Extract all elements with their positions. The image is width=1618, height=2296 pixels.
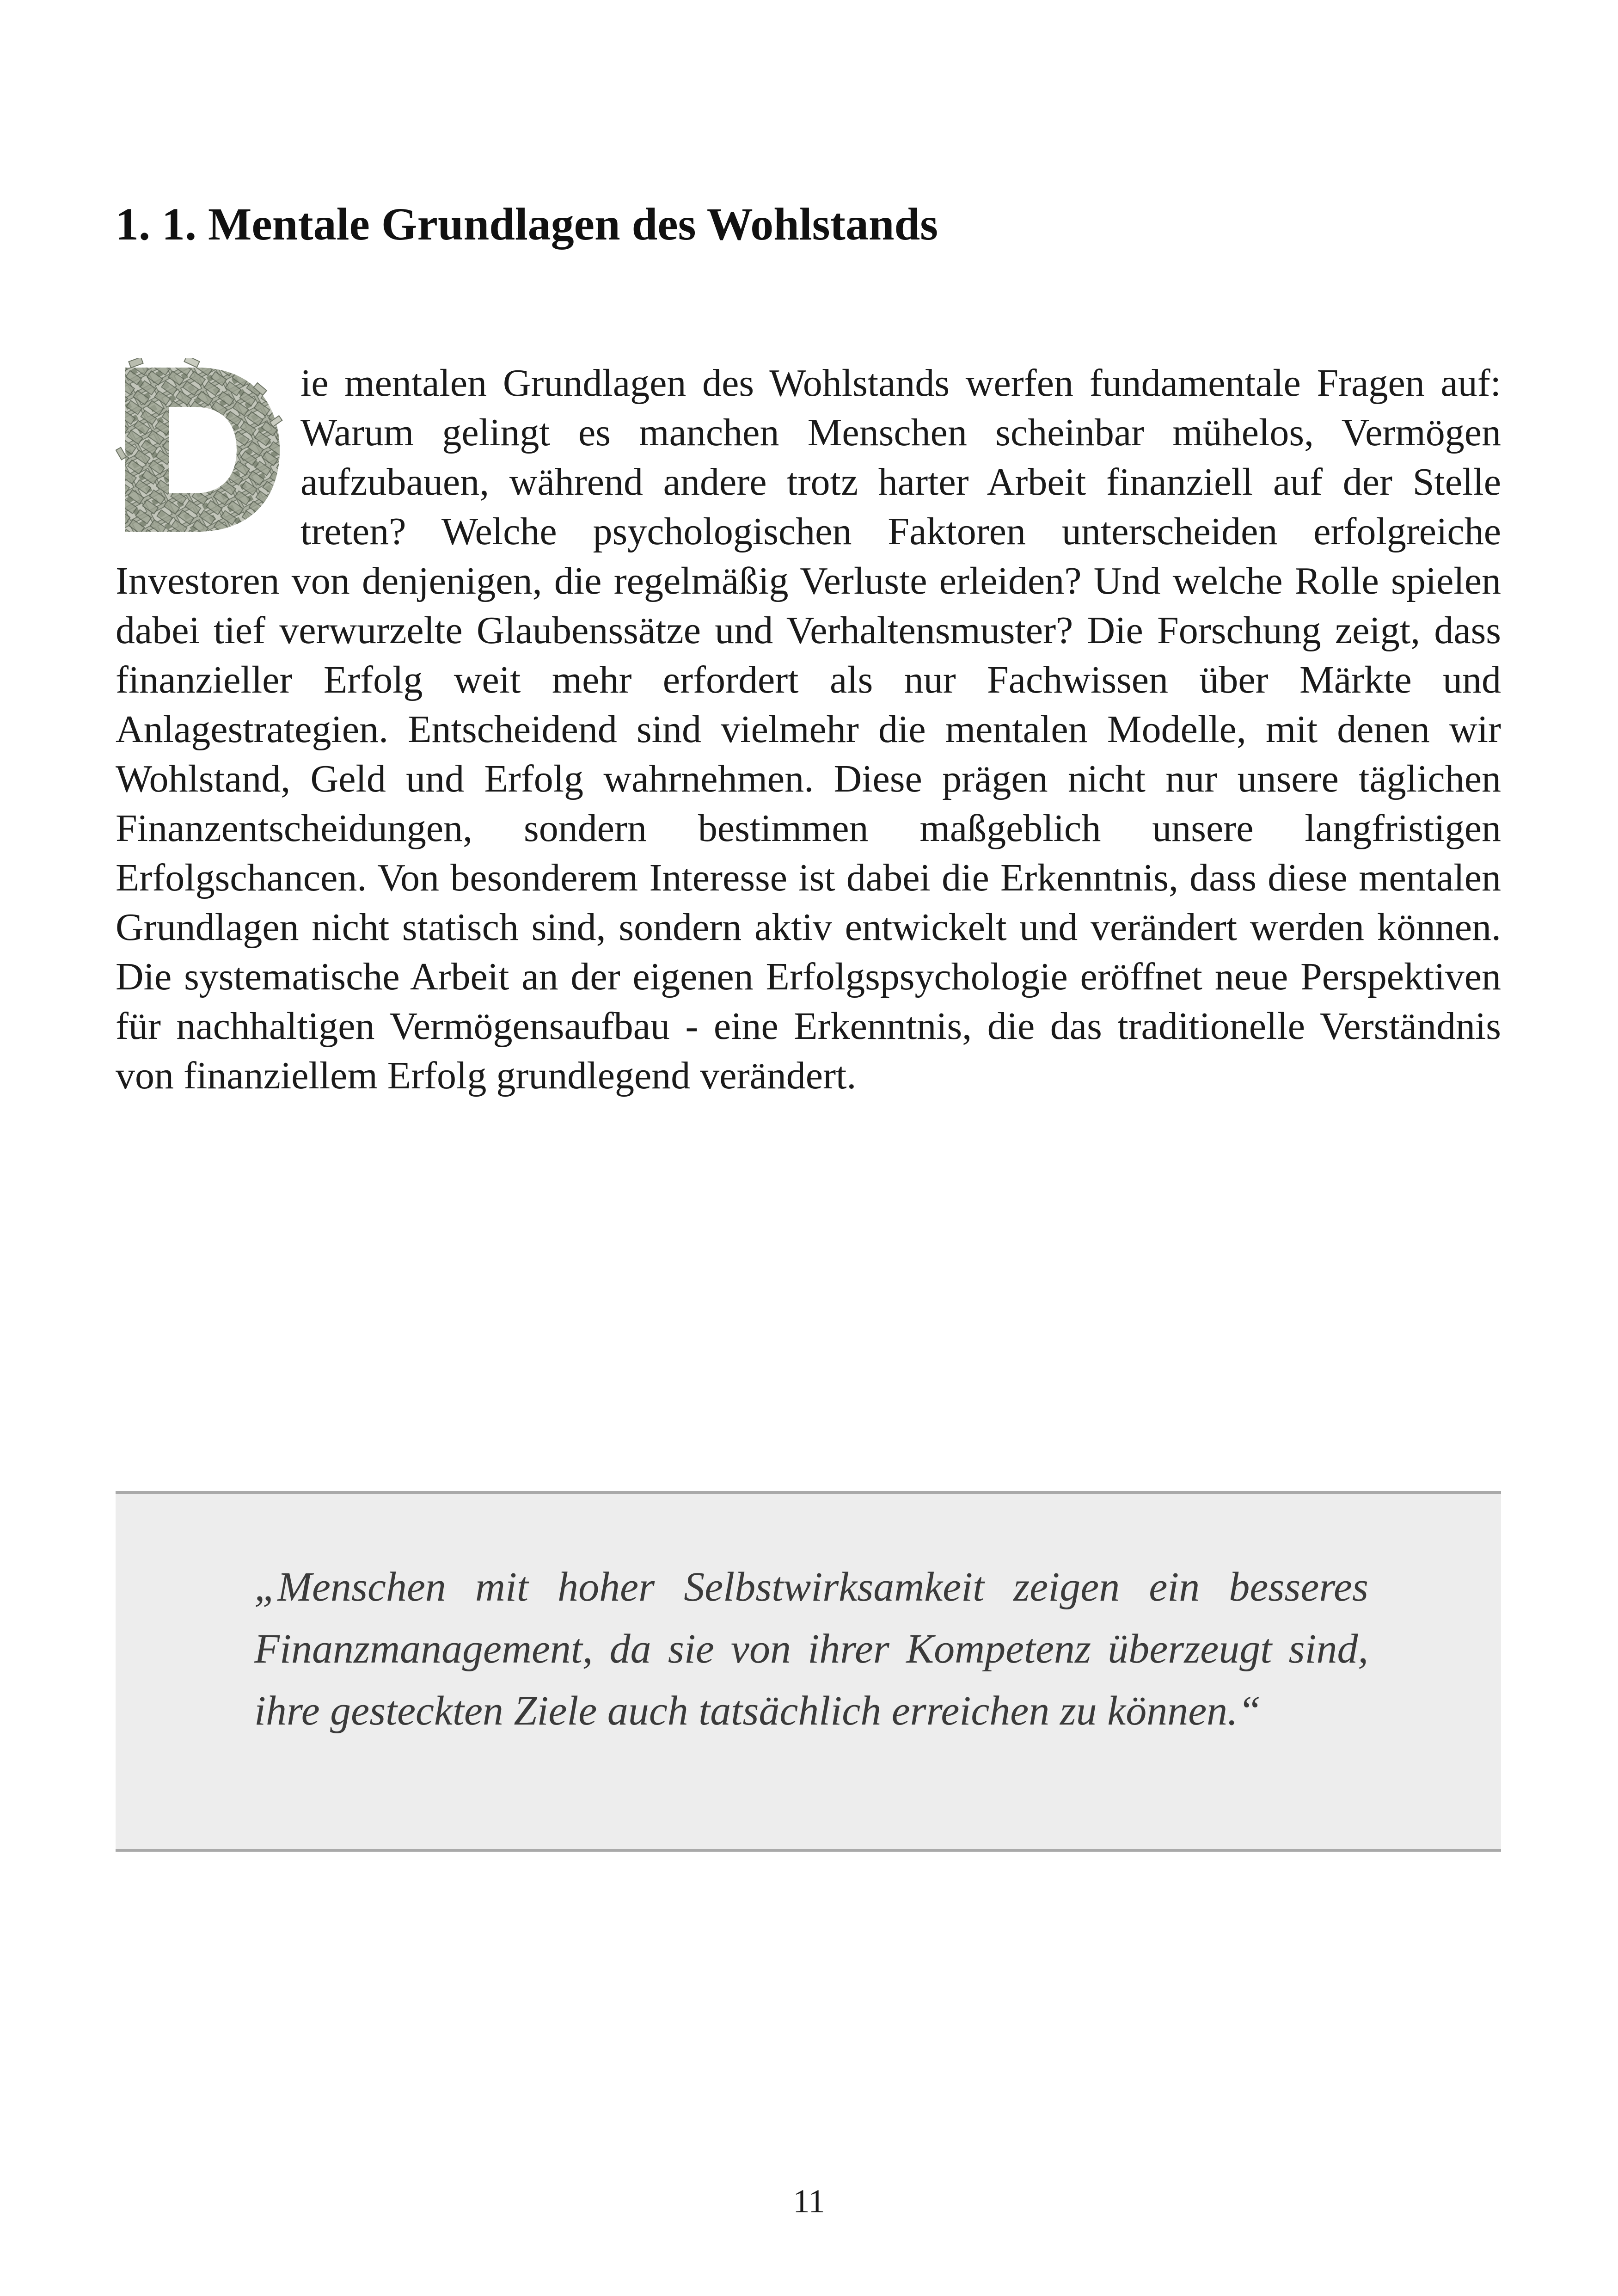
quote-box	[116, 1491, 1501, 1852]
body-section	[116, 358, 1501, 1100]
section-heading: 1. 1. Mentale Grundlagen des Wohlstands	[116, 198, 938, 250]
page-number: 11	[793, 2183, 825, 2220]
body-paragraph: ie mentalen Grundlagen des Wohlstands werfen fundamentale Fragen auf: Warum gelingt es manchen Menschen scheinbar mühelos, Vermögen aufzubauen, während andere trotz harter Arbeit finanziell auf der Stelle treten? Welche psychologischen Faktoren unterscheiden erfolgreiche Investoren von denjenigen, die regelmäßig Verluste erleiden? Und welche Rolle spielen dabei tief verwurzelte Glaubenssätze und Verhaltensmuster? Die Forschung zeigt, dass finanzieller Erfolg weit mehr erfordert als nur Fachwissen über Märkte und Anlagestrategien. Entscheidend sind vielmehr die mentalen Modelle, mit denen wir Wohlstand, Geld und Erfolg wahrnehmen. Diese prägen nicht nur unsere täglichen Finanzentscheidungen, sondern bestimmen maßgeblich unsere langfristigen Erfolgschancen. Von besonderem Interesse ist dabei die Erkenntnis, dass diese mentalen Grundlagen nicht statisch sind, sondern aktiv entwickelt und verändert werden können. Die systematische Arbeit an der eigenen Erfolgspsychologie eröffnet neue Perspektiven für nachhaltigen Vermögensaufbau - eine Erkenntnis, die das traditionelle Verständnis von finanziellem Erfolg grundlegend verändert.	[116, 362, 1501, 1097]
dropcap-graphic	[116, 358, 287, 541]
quote-text: „Menschen mit hoher Selbstwirksamkeit zeigen ein besseres Finanzmanagement, da sie von ihrer Kompetenz überzeugt sind, ihre gesteckten Ziele auch tatsächlich erreichen zu können.“	[254, 1564, 1368, 1734]
dropcap-banknote-letter-d	[116, 358, 287, 541]
